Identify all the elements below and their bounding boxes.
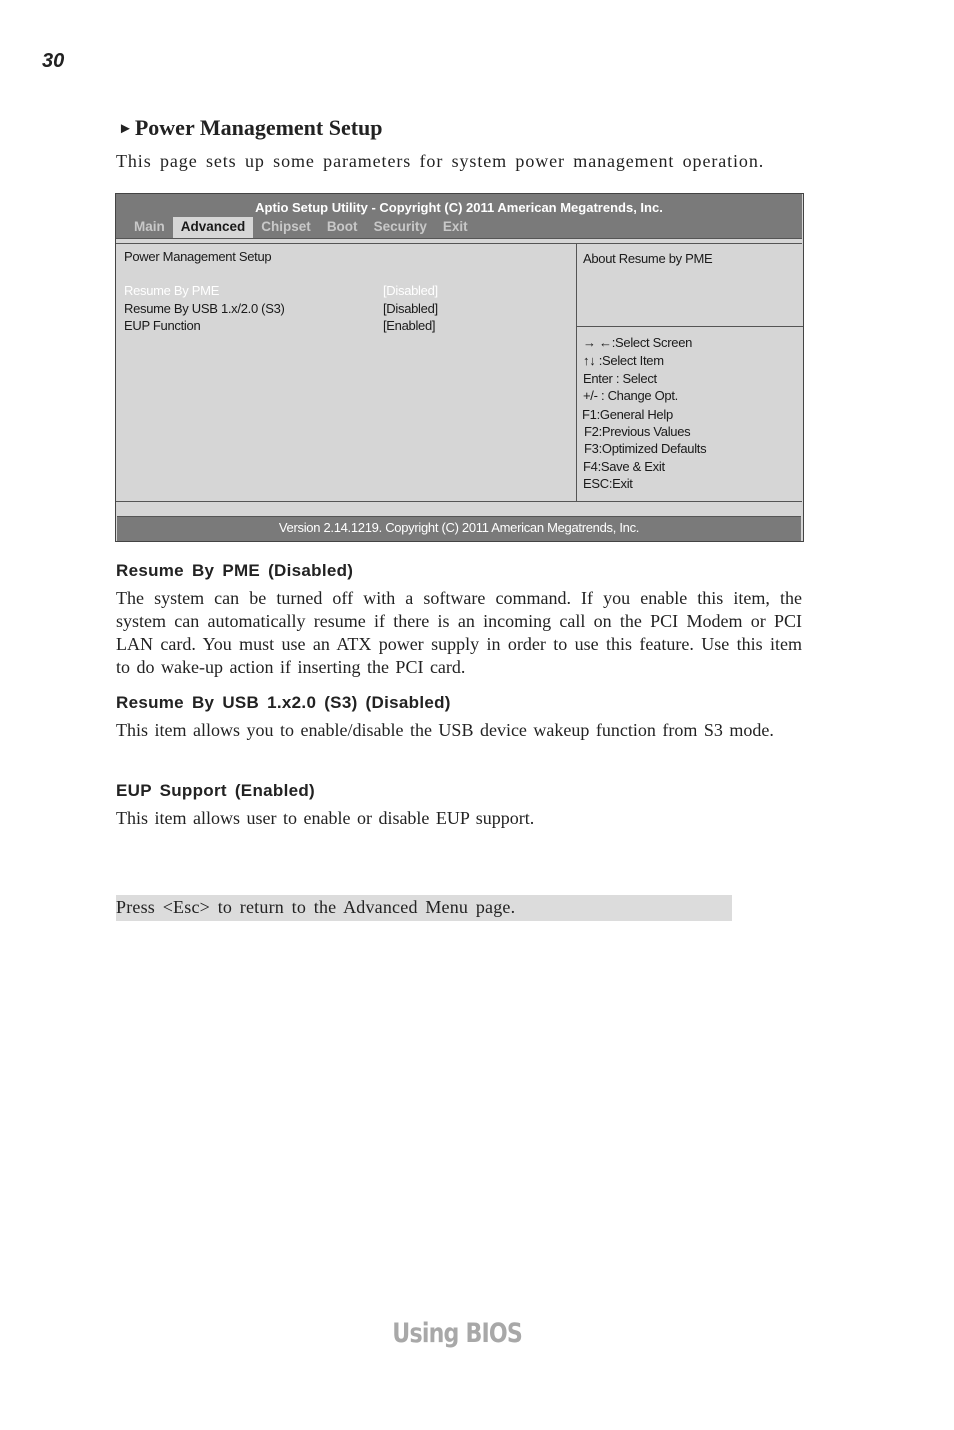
setting-label: EUP Function bbox=[124, 318, 201, 333]
bios-help-panel bbox=[577, 243, 802, 502]
key-hint-f3: F3:Optimized Defaults bbox=[584, 441, 707, 456]
triangle-bullet-icon: ► bbox=[118, 121, 133, 137]
section-title-text: Power Management Setup bbox=[134, 115, 383, 140]
key-hint-change: +/- : Change Opt. bbox=[583, 388, 678, 403]
tab-security[interactable]: Security bbox=[373, 219, 427, 234]
bios-panel-title: Power Management Setup bbox=[124, 249, 272, 264]
key-hint-enter: Enter : Select bbox=[583, 371, 657, 386]
setting-label: Resume By PME bbox=[124, 283, 220, 298]
key-hint-esc: ESC:Exit bbox=[583, 476, 633, 491]
item-heading-eup-support: EUP Support (Enabled) bbox=[116, 781, 315, 800]
tab-boot[interactable]: Boot bbox=[326, 219, 358, 234]
setting-value: [Disabled] bbox=[383, 283, 438, 298]
tab-main[interactable]: Main bbox=[134, 219, 165, 234]
item-body-eup-support: This item allows user to enable or disable EUP support. bbox=[116, 808, 535, 828]
page-number: 30 bbox=[42, 50, 65, 72]
bios-footer: Version 2.14.1219. Copyright (C) 2011 American Megatrends, Inc. bbox=[117, 516, 801, 541]
key-hint-f4: F4:Save & Exit bbox=[583, 459, 665, 474]
section-title bbox=[118, 115, 383, 141]
tab-exit[interactable]: Exit bbox=[442, 219, 468, 234]
bios-screenshot bbox=[115, 193, 804, 542]
bios-header bbox=[116, 194, 802, 239]
footer-chapter-title: Using BIOS bbox=[392, 1318, 523, 1349]
esc-note bbox=[116, 895, 732, 921]
tab-chipset[interactable]: Chipset bbox=[261, 219, 311, 234]
item-body-resume-by-usb: This item allows you to enable/disable the USB device wakeup function from S3 mode. bbox=[116, 720, 774, 740]
setting-value: [Enabled] bbox=[383, 318, 436, 333]
bios-bottom-divider bbox=[116, 501, 802, 502]
tab-advanced[interactable]: Advanced bbox=[173, 217, 254, 238]
setting-label: Resume By USB 1.x/2.0 (S3) bbox=[124, 301, 285, 316]
help-title: About Resume by PME bbox=[583, 251, 713, 266]
esc-note-text: Press <Esc> to return to the Advanced Menu page. bbox=[116, 897, 516, 917]
item-body-resume-by-pme: The system can be turned off with a software command. If you enable this item, the system can automatically resume if there is an incoming call on the PCI Modem or PCI LAN card. You must use an ATX power supply in order to use this feature. Use this item to do wake-up action if inserting the PCI card. bbox=[116, 588, 802, 677]
key-hint-select-item: ↑↓ :Select Item bbox=[583, 353, 664, 368]
section-intro: This page sets up some parameters for system power management operation. bbox=[116, 151, 765, 171]
bios-title: Aptio Setup Utility - Copyright (C) 2011 American Megatrends, Inc. bbox=[255, 200, 663, 215]
key-hint-f2: F2:Previous Values bbox=[584, 424, 691, 439]
key-hint-f1: F1:General Help bbox=[582, 407, 673, 422]
item-heading-resume-by-pme: Resume By PME (Disabled) bbox=[116, 561, 354, 580]
setting-value: [Disabled] bbox=[383, 301, 438, 316]
bios-settings-panel bbox=[116, 243, 577, 502]
help-divider bbox=[577, 326, 803, 327]
item-heading-resume-by-usb: Resume By USB 1.x2.0 (S3) (Disabled) bbox=[116, 693, 451, 712]
key-hint-select-screen: → ←:Select Screen bbox=[583, 335, 693, 350]
bios-tab-bar bbox=[126, 217, 476, 238]
